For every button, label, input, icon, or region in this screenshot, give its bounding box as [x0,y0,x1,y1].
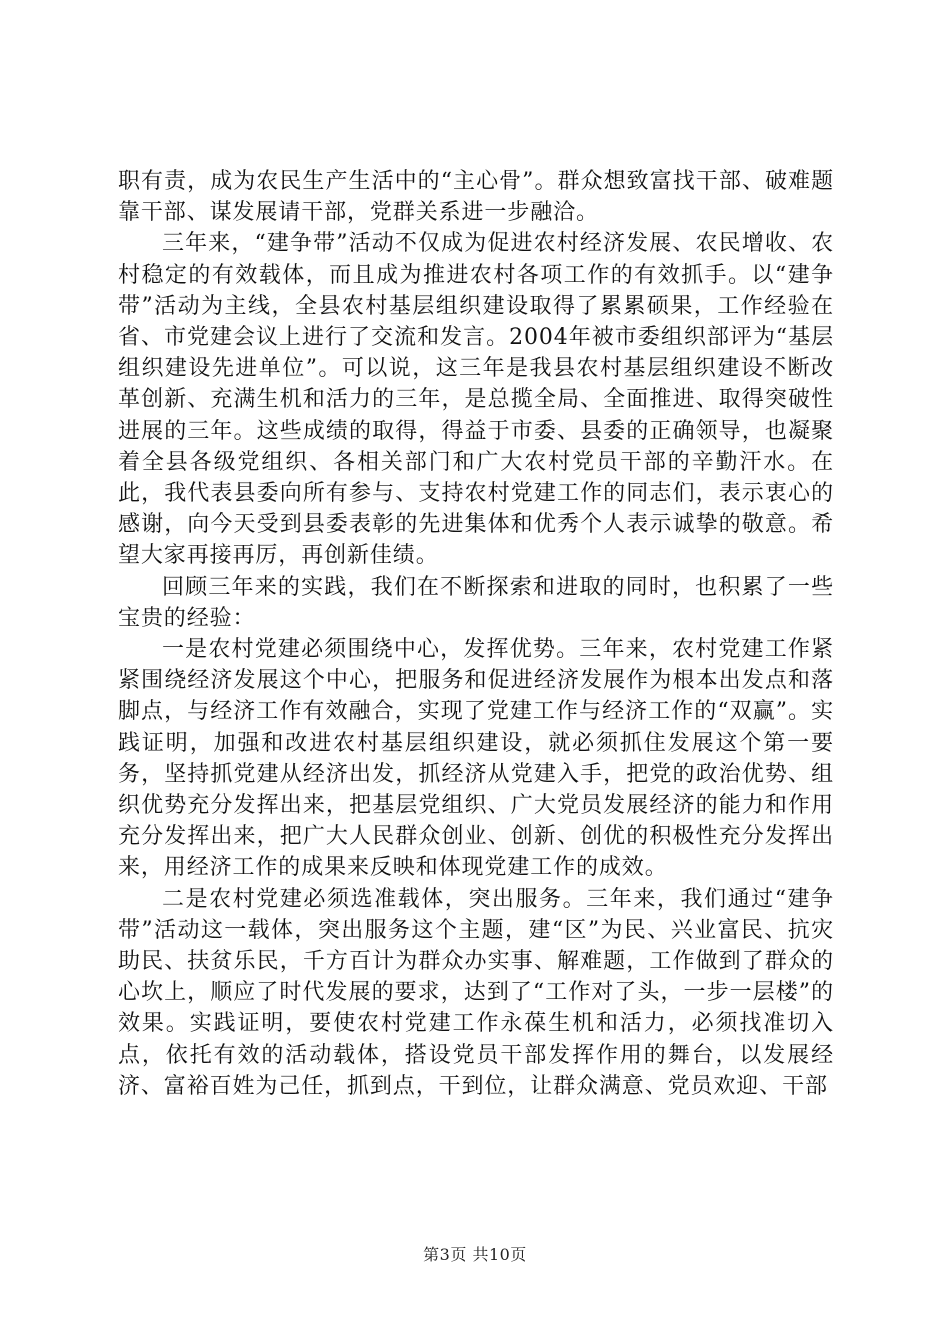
paragraph-3: 回顾三年来的实践，我们在不断探索和进取的同时，也积累了一些宝贵的经验： [118,574,834,631]
page-footer: 第3页 共10页 [423,1245,527,1264]
paragraph-2: 三年来，“建争带”活动不仅成为促进农村经济发展、农民增收、农村稳定的有效载体，而且成为推进农村各项工作的有效抓手。以“建争带”活动为主线，全县农村基层组织建设取得了累累硕果，工作经验在省、市党建会议上进行了交流和发言。2004年被市委组织部评为“基层组织建设先进单位”。可以说，这三年是我县农村基层组织建设不断改革创新、充满生机和活力的三年，是总揽全局、全面推进、取得突破性进展的三年。这些成绩的取得，得益于市委、县委的正确领导，也凝聚着全县各级党组织、各相关部门和广大农村党员干部的辛勤汗水。在此，我代表县委向所有参与、支持农村党建工作的同志们，表示衷心的感谢，向今天受到县委表彰的先进集体和优秀个人表示诚挚的敬意。希望大家再接再厉，再创新佳绩。 [118,231,834,569]
paragraph-4: 一是农村党建必须围绕中心，发挥优势。三年来，农村党建工作紧紧围绕经济发展这个中心，把服务和促进经济发展作为根本出发点和落脚点，与经济工作有效融合，实现了党建工作与经济工作的“双赢”。实践证明，加强和改进农村基层组织建设，就必须抓住发展这个第一要务，坚持抓党建从经济出发，抓经济从党建入手，把党的政治优势、组织优势充分发挥出来，把基层党组织、广大党员发展经济的能力和作用充分发挥出来，把广大人民群众创业、创新、创优的积极性充分发挥出来，用经济工作的成果来反映和体现党建工作的成效。 [118,637,834,881]
paragraph-5: 二是农村党建必须选准载体，突出服务。三年来，我们通过“建争带”活动这一载体，突出服务这个主题，建“区”为民、兴业富民、抗灾助民、扶贫乐民，千方百计为群众办实事、解难题，工作做到了群众的心坎上，顺应了时代发展的要求，达到了“工作对了头，一步一层楼”的效果。实践证明，要使农村党建工作永葆生机和活力，必须找准切入点，依托有效的活动载体，搭设党员干部发挥作用的舞台，以发展经济、富裕百姓为己任，抓到点，干到位，让群众满意、党员欢迎、干部 [118,886,834,1099]
paragraph-1: 职有责，成为农民生产生活中的“主心骨”。群众想致富找干部、破难题靠干部、谋发展请干部，党群关系进一步融洽。 [118,169,834,226]
document-body [118,166,834,1102]
